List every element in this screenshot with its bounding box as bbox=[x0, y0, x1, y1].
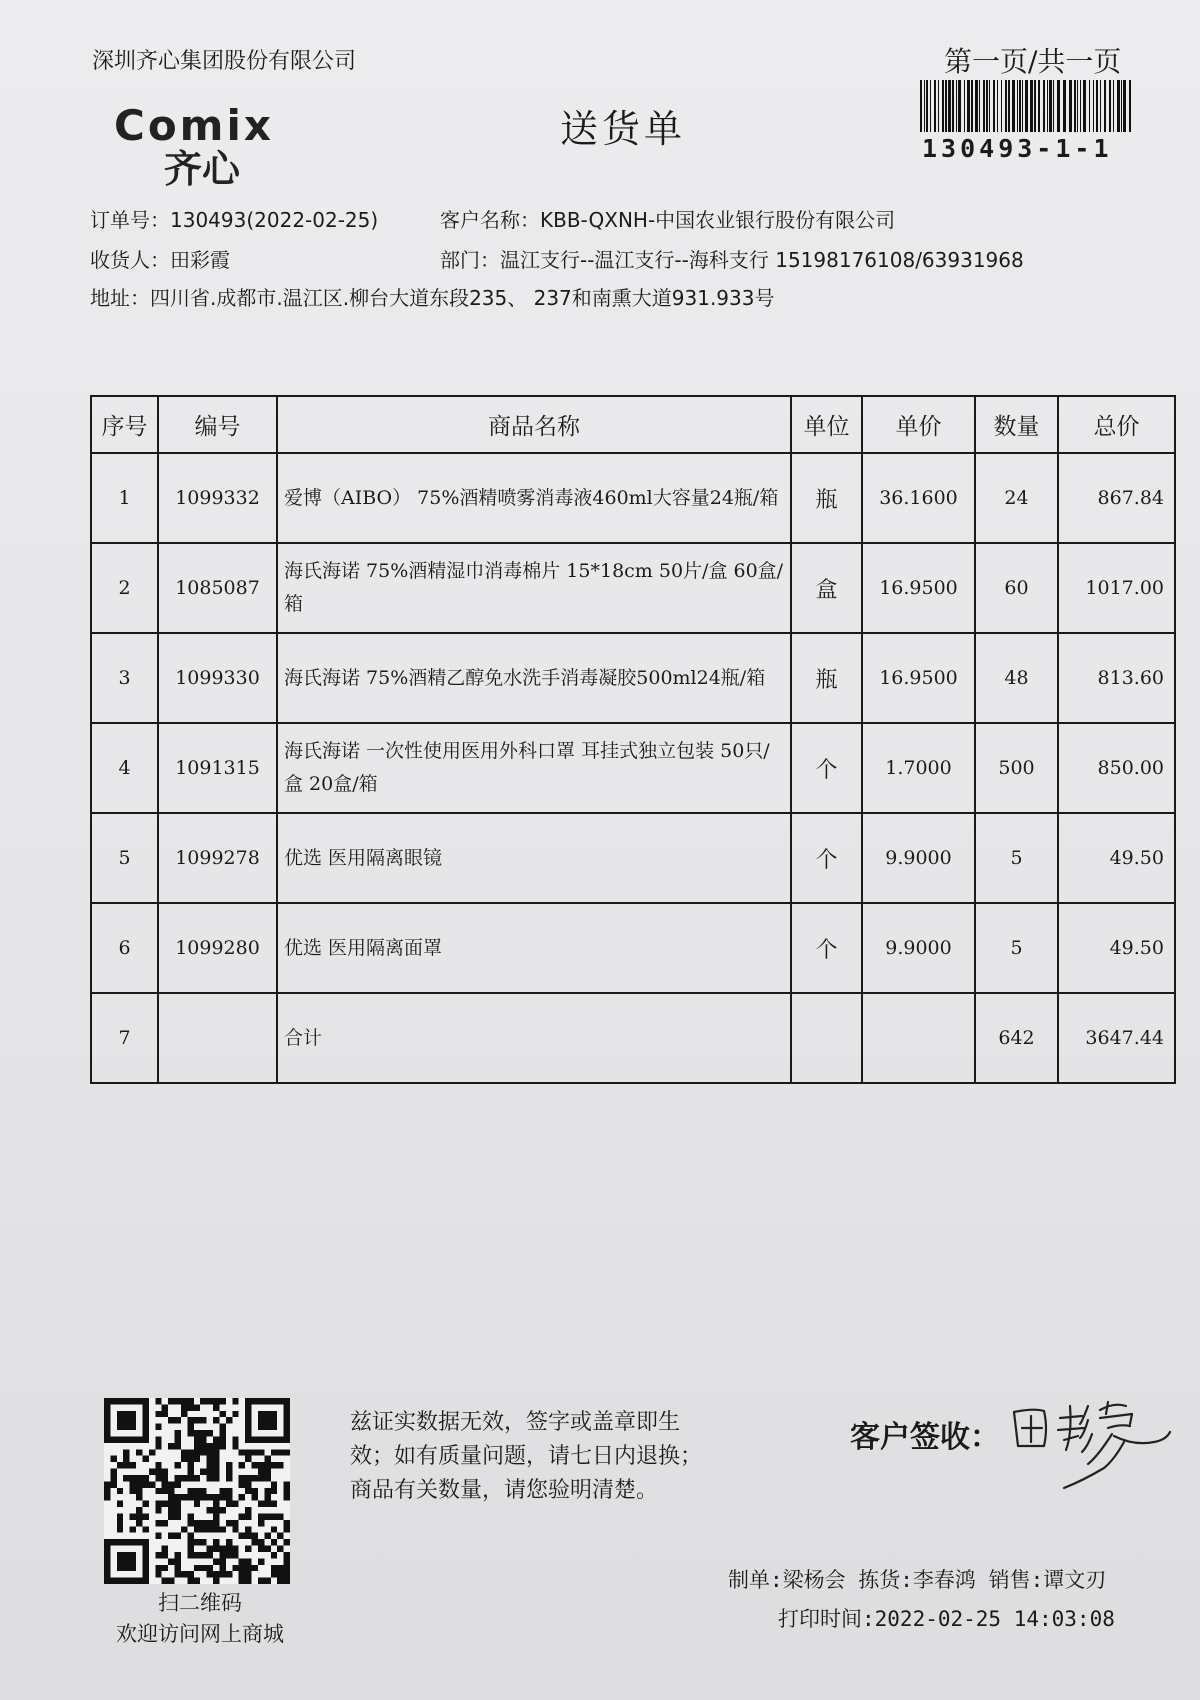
barcode bbox=[918, 80, 1136, 132]
notice-text bbox=[350, 1406, 760, 1508]
receiver: 收货人：田彩霞 bbox=[90, 248, 230, 272]
cell-price bbox=[862, 993, 975, 1083]
notice-line: 效；如有质量问题，请七日内退换； bbox=[350, 1444, 703, 1469]
cell-unit: 瓶 bbox=[791, 633, 862, 723]
cell-unit: 个 bbox=[791, 903, 862, 993]
customer-name: 客户名称：KBB-QXNH-中国农业银行股份有限公司 bbox=[440, 208, 896, 232]
print-time: 打印时间:2022-02-25 14:03:08 bbox=[778, 1607, 1115, 1631]
cell-total: 867.84 bbox=[1058, 453, 1175, 543]
cell-total: 49.50 bbox=[1058, 813, 1175, 903]
cell-qty: 24 bbox=[975, 453, 1058, 543]
cell-unit: 盒 bbox=[791, 543, 862, 633]
cell-seq: 6 bbox=[91, 903, 158, 993]
qr-caption-line: 欢迎访问网上商城 bbox=[116, 1622, 284, 1646]
header-unit-price: 单价 bbox=[862, 396, 975, 453]
logo-brand-text: Comix bbox=[114, 102, 274, 150]
cell-code: 1091315 bbox=[158, 723, 277, 813]
barcode-number: 130493-1-1 bbox=[922, 134, 1113, 163]
table-row bbox=[91, 813, 1175, 903]
cell-qty: 60 bbox=[975, 543, 1058, 633]
cell-code: 1099330 bbox=[158, 633, 277, 723]
cell-unit: 个 bbox=[791, 813, 862, 903]
cell-seq: 4 bbox=[91, 723, 158, 813]
cell-seq: 2 bbox=[91, 543, 158, 633]
header-unit: 单位 bbox=[791, 396, 862, 453]
cell-product-name: 合计 bbox=[277, 993, 791, 1083]
cell-seq: 7 bbox=[91, 993, 158, 1083]
cell-qty: 500 bbox=[975, 723, 1058, 813]
cell-total: 3647.44 bbox=[1058, 993, 1175, 1083]
cell-total: 49.50 bbox=[1058, 903, 1175, 993]
logo-chinese-text: 齐心 bbox=[164, 147, 241, 188]
table-row bbox=[91, 453, 1175, 543]
notice-line: 兹证实数据无效，签字或盖章即生 bbox=[350, 1410, 681, 1435]
cell-unit: 个 bbox=[791, 723, 862, 813]
cell-qty: 5 bbox=[975, 903, 1058, 993]
cell-product-name: 海氏海诺 75%酒精乙醇免水洗手消毒凝胶500ml24瓶/箱 bbox=[277, 633, 791, 723]
cell-total: 813.60 bbox=[1058, 633, 1175, 723]
header-code: 编号 bbox=[158, 396, 277, 453]
cell-product-name: 海氏海诺 一次性使用医用外科口罩 耳挂式独立包装 50只/盒 20盒/箱 bbox=[277, 723, 791, 813]
document-title: 送货单 bbox=[560, 107, 687, 151]
cell-seq: 5 bbox=[91, 813, 158, 903]
table-total-row bbox=[91, 993, 1175, 1083]
cell-unit bbox=[791, 993, 862, 1083]
order-number: 订单号：130493(2022-02-25) bbox=[90, 208, 379, 232]
header-total: 总价 bbox=[1058, 396, 1175, 453]
cell-qty: 642 bbox=[975, 993, 1058, 1083]
cell-product-name: 海氏海诺 75%酒精湿巾消毒棉片 15*18cm 50片/盒 60盒/箱 bbox=[277, 543, 791, 633]
notice-line: 商品有关数量，请您验明清楚。 bbox=[350, 1478, 659, 1503]
table-row bbox=[91, 723, 1175, 813]
table-header-row bbox=[91, 396, 1175, 453]
cell-code bbox=[158, 993, 277, 1083]
department: 部门：温江支行--温江支行--海科支行 15198176108/63931968 bbox=[440, 248, 1024, 272]
cell-price: 1.7000 bbox=[862, 723, 975, 813]
cell-code: 1099280 bbox=[158, 903, 277, 993]
qr-code[interactable] bbox=[104, 1398, 290, 1584]
comix-logo bbox=[112, 102, 338, 188]
cell-product-name: 爱博（AIBO） 75%酒精喷雾消毒液460ml大容量24瓶/箱 bbox=[277, 453, 791, 543]
cell-price: 16.9500 bbox=[862, 633, 975, 723]
table-row bbox=[91, 633, 1175, 723]
cell-price: 9.9000 bbox=[862, 813, 975, 903]
handwritten-signature bbox=[1004, 1384, 1174, 1494]
cell-qty: 5 bbox=[975, 813, 1058, 903]
qr-caption bbox=[90, 1588, 310, 1650]
cell-total: 850.00 bbox=[1058, 723, 1175, 813]
items-table bbox=[90, 395, 1176, 1084]
cell-code: 1085087 bbox=[158, 543, 277, 633]
cell-price: 16.9500 bbox=[862, 543, 975, 633]
cell-unit: 瓶 bbox=[791, 453, 862, 543]
table-row bbox=[91, 903, 1175, 993]
cell-price: 36.1600 bbox=[862, 453, 975, 543]
page-indicator: 第一页/共一页 bbox=[944, 45, 1122, 78]
cell-code: 1099332 bbox=[158, 453, 277, 543]
header-quantity: 数量 bbox=[975, 396, 1058, 453]
cell-seq: 3 bbox=[91, 633, 158, 723]
cell-product-name: 优选 医用隔离面罩 bbox=[277, 903, 791, 993]
header-seq: 序号 bbox=[91, 396, 158, 453]
cell-product-name: 优选 医用隔离眼镜 bbox=[277, 813, 791, 903]
cell-seq: 1 bbox=[91, 453, 158, 543]
customer-signature-label: 客户签收： bbox=[850, 1420, 1000, 1455]
qr-caption-line: 扫二维码 bbox=[158, 1591, 242, 1615]
staff-line: 制单:梁杨会 拣货:李春鸿 销售:谭文刃 bbox=[728, 1568, 1107, 1592]
cell-price: 9.9000 bbox=[862, 903, 975, 993]
company-name: 深圳齐心集团股份有限公司 bbox=[92, 49, 357, 74]
address: 地址：四川省.成都市.温江区.柳台大道东段235、 237和南熏大道931.933号 bbox=[90, 286, 775, 310]
cell-code: 1099278 bbox=[158, 813, 277, 903]
header-product-name: 商品名称 bbox=[277, 396, 791, 453]
cell-qty: 48 bbox=[975, 633, 1058, 723]
cell-total: 1017.00 bbox=[1058, 543, 1175, 633]
table-row bbox=[91, 543, 1175, 633]
